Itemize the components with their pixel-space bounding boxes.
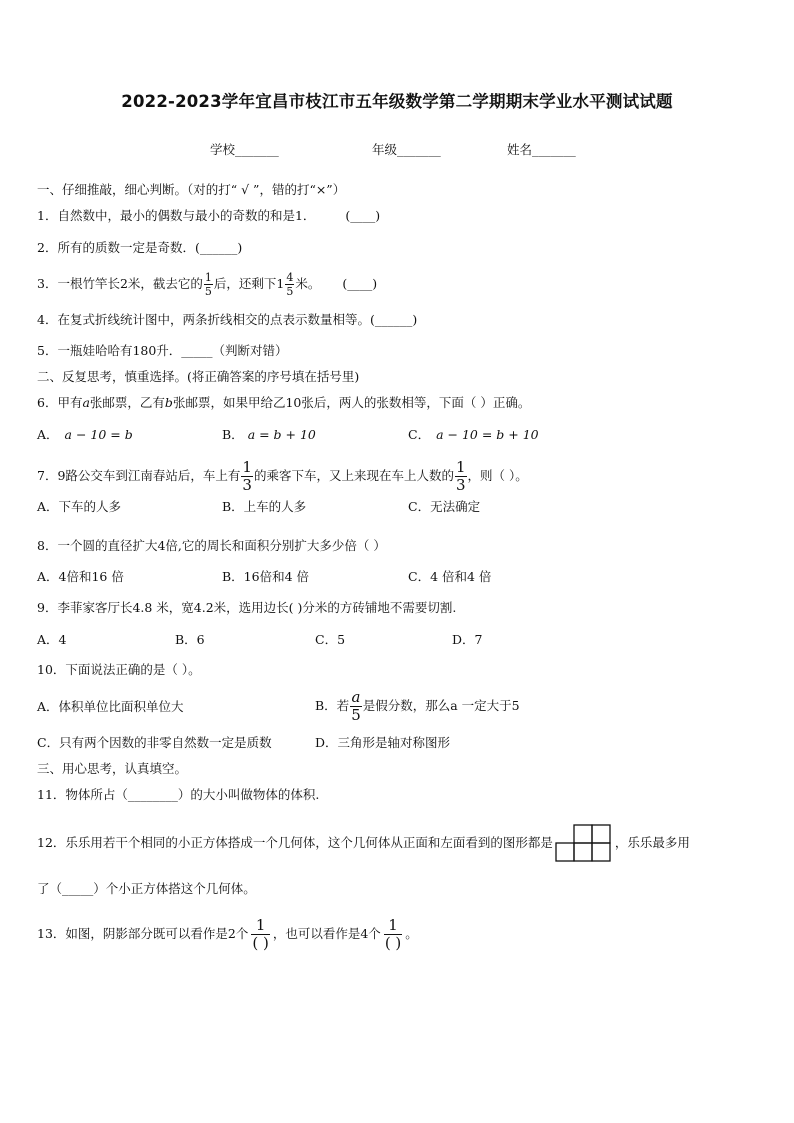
question-1-text: 1．自然数中，最小的偶数与最小的奇数的和是1．: [37, 208, 316, 223]
question-7-fraction-2: [455, 460, 467, 493]
option-6b-expr: a = b + 10: [247, 427, 316, 442]
question-12-text-a: 12．乐乐用若干个相同的小正方体搭成一个几何体，这个几何体从正面和左面看到的图形都是: [37, 835, 553, 850]
option-10b-text-b: 是假分数，那么a 一定大于5: [362, 698, 520, 713]
question-6-var-b: b: [164, 395, 173, 410]
fraction-numerator: 4: [286, 271, 294, 284]
name-blank[interactable]: _______: [532, 142, 576, 157]
question-13-text-b: ，也可以看作是4个: [272, 926, 381, 941]
fraction-numerator: 1: [255, 915, 266, 934]
question-13: [37, 912, 418, 956]
question-3-fraction: [204, 272, 213, 297]
option-8c[interactable]: C．4 倍和4 倍: [408, 569, 492, 584]
fraction-numerator: 1: [388, 915, 398, 934]
question-6-var-a: a: [82, 395, 90, 410]
question-1: [37, 207, 380, 225]
grade-field: [372, 140, 441, 158]
option-6b[interactable]: [222, 426, 316, 444]
question-3-text-a: 3．一根竹竿长2米，截去它的: [37, 276, 203, 291]
page-title: 2022-2023学年宜昌市枝江市五年级数学第二学期期末学业水平测试试题: [121, 92, 673, 111]
option-10b[interactable]: [315, 690, 520, 723]
grade-label: 年级: [372, 142, 398, 157]
option-8a[interactable]: A．4倍和16 倍: [37, 569, 124, 584]
option-10b-fraction: [350, 690, 362, 723]
question-3-fraction-2: [285, 272, 294, 297]
question-12-text-b: ，乐乐最多用: [614, 835, 690, 850]
question-4: 4．在复式折线统计图中，两条折线相交的点表示数量相等。(______): [37, 312, 418, 327]
fraction-numerator: 1: [242, 458, 252, 476]
option-6a-label: A．: [37, 427, 59, 442]
question-13-text-c: 。: [405, 926, 418, 941]
question-12: [37, 823, 690, 863]
option-6c-expr: a − 10 = b + 10: [436, 427, 539, 442]
option-6a[interactable]: [37, 426, 133, 444]
option-6a-expr: a − 10 = b: [64, 427, 133, 442]
school-blank[interactable]: _______: [235, 142, 279, 157]
question-6-text-b: 张邮票，乙有: [89, 395, 165, 410]
question-2: 2．所有的质数一定是奇数．(______): [37, 240, 243, 255]
question-6: [37, 394, 530, 412]
question-13-text-a: 13．如图，阴影部分既可以看作是2个: [37, 926, 249, 941]
question-7-fraction: [241, 460, 253, 493]
fraction-denominator: 5: [286, 285, 294, 298]
option-10b-text-a: B．若: [315, 698, 350, 713]
question-6-text-a: 6．甲有: [37, 395, 83, 410]
fraction-numerator: a: [351, 688, 361, 706]
question-9: 9．李菲家客厅长4.8 米，宽4.2米，选用边长( )分米的方砖铺地不需要切割.: [37, 600, 457, 615]
question-3-text-c: 米。: [295, 276, 321, 291]
question-12-cont: 了（_____）个小正方体搭这个几何体。: [37, 881, 256, 896]
fraction-denominator-blank[interactable]: ( ): [384, 933, 402, 952]
name-label: 姓名: [507, 142, 533, 157]
option-10d[interactable]: D．三角形是轴对称图形: [315, 735, 451, 750]
option-6c[interactable]: [408, 426, 539, 444]
option-7a[interactable]: A．下车的人多: [37, 499, 122, 514]
fraction-numerator: 1: [204, 271, 212, 284]
fraction-denominator: 5: [351, 706, 361, 724]
name-field: [507, 140, 576, 158]
fraction-numerator: 1: [455, 458, 466, 476]
question-3-blank[interactable]: (____): [342, 276, 378, 291]
option-9d[interactable]: D．7: [452, 632, 483, 647]
question-13-fraction-2: [384, 915, 402, 952]
question-5: 5．一瓶娃哈哈有180升．_____（判断对错）: [37, 343, 288, 358]
question-6-text-c: 张邮票，如果甲给乙10张后，两人的张数相等，下面（ ）正确。: [172, 395, 531, 410]
option-9c[interactable]: C．5: [315, 632, 346, 647]
option-7c[interactable]: C．无法确定: [408, 499, 481, 514]
section2-heading: 二、反复思考，慎重选择。(将正确答案的序号填在括号里): [37, 369, 360, 384]
question-1-blank[interactable]: (____): [345, 208, 381, 223]
question-3: [37, 272, 377, 297]
option-10c[interactable]: C．只有两个因数的非零自然数一定是质数: [37, 735, 272, 750]
question-7: [37, 460, 528, 493]
option-10a[interactable]: A．体积单位比面积单位大: [37, 699, 184, 714]
question-10: 10．下面说法正确的是（ ）。: [37, 662, 201, 677]
question-13-fraction: [251, 915, 269, 952]
section3-heading: 三、用心思考，认真填空。: [37, 761, 188, 776]
option-8b[interactable]: B．16倍和4 倍: [222, 569, 310, 584]
school-label: 学校: [210, 142, 236, 157]
option-6b-label: B．: [222, 427, 244, 442]
question-3-text-b: 后，还剩下1: [213, 276, 285, 291]
option-9a[interactable]: A．4: [37, 632, 67, 647]
option-6c-label: C．: [408, 427, 431, 442]
question-7-text-c: ，则（ ）。: [467, 468, 528, 483]
option-9b[interactable]: B．6: [175, 632, 205, 647]
question-7-text-b: 的乘客下车，又上来现在车上人数的: [253, 468, 454, 483]
fraction-denominator: 3: [455, 476, 466, 494]
fraction-denominator: 3: [242, 476, 252, 494]
grade-blank[interactable]: _______: [397, 142, 441, 157]
fraction-denominator: 5: [204, 285, 212, 298]
question-11: 11．物体所占（________）的大小叫做物体的体积.: [37, 787, 320, 802]
school-field: [210, 140, 279, 158]
view-shape-figure: [555, 824, 613, 862]
option-7b[interactable]: B．上车的人多: [222, 499, 307, 514]
fraction-denominator-blank[interactable]: ( ): [252, 933, 269, 952]
section1-heading: 一、仔细推敲，细心判断。（对的打“ √ ”，错的打“×”）: [37, 182, 346, 197]
question-7-text-a: 7．9路公交车到江南春站后，车上有: [37, 468, 241, 483]
question-8: 8．一个圆的直径扩大4倍,它的周长和面积分别扩大多少倍（ ）: [37, 538, 386, 553]
